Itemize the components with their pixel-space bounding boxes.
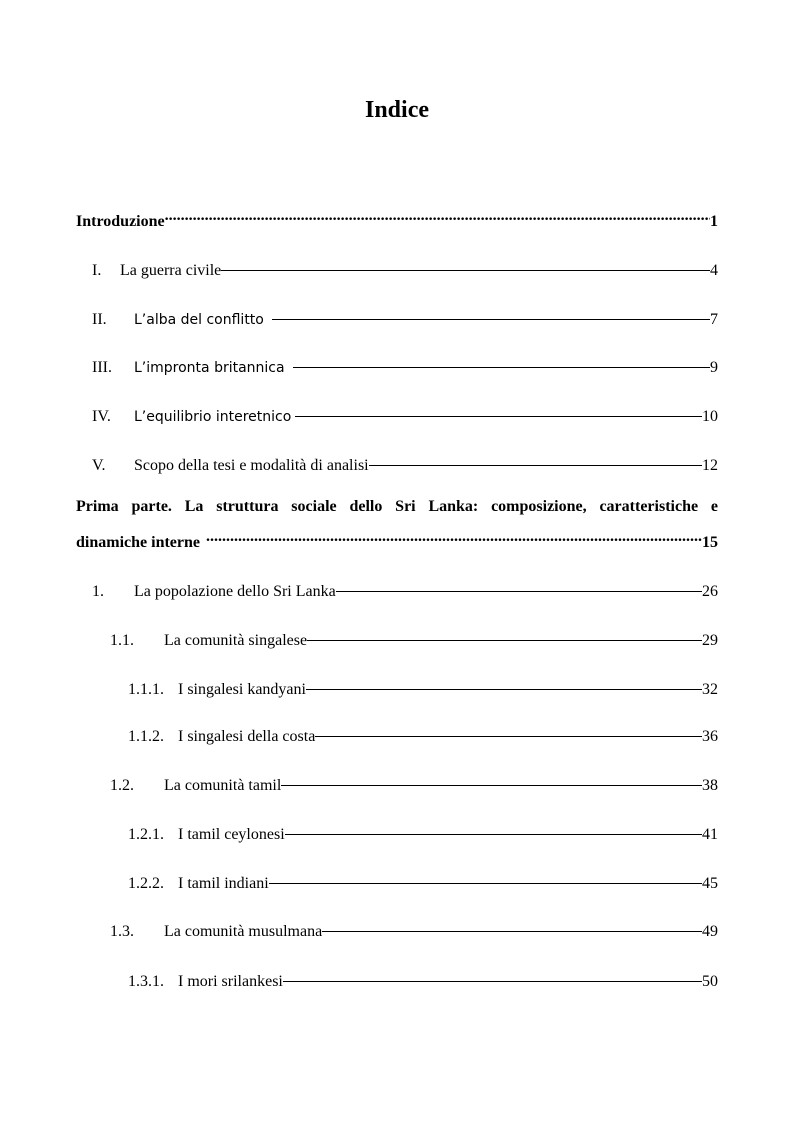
part-title-word: Lanka: — [428, 498, 479, 515]
toc-entry-label: La comunità tamil — [164, 777, 282, 794]
page-title: Indice — [364, 97, 429, 123]
toc-entry-page: 29 — [702, 632, 718, 649]
part-title-word: La — [184, 498, 204, 515]
line-leader — [281, 770, 702, 790]
toc-entry-number: 1.3. — [110, 923, 134, 940]
line-leader — [221, 255, 710, 275]
toc-entry-chapter-1-2-2[interactable] — [128, 868, 718, 894]
toc-entry-page: 15 — [702, 534, 718, 551]
toc-entry-label: La comunità singalese — [164, 632, 308, 649]
toc-entry-chapter-1-2-1[interactable] — [128, 819, 718, 845]
toc-entry-label: dinamiche interne — [76, 534, 200, 551]
toc-entry-introduction[interactable] — [76, 206, 718, 232]
line-leader — [272, 304, 710, 324]
line-leader — [269, 868, 702, 888]
toc-entry-number: II. — [92, 311, 107, 328]
part-title-word: sociale — [291, 498, 337, 515]
toc-entry-page: 9 — [710, 359, 718, 376]
toc-entry-page: 1 — [710, 213, 718, 230]
toc-entry-number: V. — [92, 457, 106, 474]
toc-entry-section-3[interactable] — [92, 352, 718, 378]
toc-entry-label: Introduzione — [76, 213, 165, 230]
toc-entry-label: La guerra civile — [120, 262, 222, 279]
toc-entry-page: 45 — [702, 875, 718, 892]
part-title-word: struttura — [216, 498, 279, 515]
toc-entry-number: IV. — [92, 408, 111, 425]
part-title-word: parte. — [131, 498, 172, 515]
part-title-word: e — [710, 498, 718, 515]
toc-entry-number: 1.2. — [110, 777, 134, 794]
line-leader — [285, 819, 702, 839]
line-leader — [295, 401, 702, 421]
toc-entry-number: I. — [92, 262, 102, 279]
line-leader — [283, 966, 702, 986]
part-title-word: composizione, — [491, 498, 587, 515]
toc-entry-chapter-1-1-2[interactable] — [128, 721, 718, 747]
toc-entry-chapter-1-2[interactable] — [110, 770, 718, 796]
toc-entry-number: 1.3.1. — [128, 973, 164, 990]
toc-entry-chapter-1-3[interactable] — [110, 916, 718, 942]
toc-entry-number: 1. — [92, 583, 104, 600]
toc-entry-number: 1.1.2. — [128, 728, 164, 745]
toc-entry-page: 36 — [702, 728, 718, 745]
toc-entry-chapter-1-1[interactable] — [110, 625, 718, 651]
part-title-line-2 — [76, 527, 718, 553]
toc-entry-number: 1.1.1. — [128, 681, 164, 698]
toc-entry-page: 12 — [702, 457, 718, 474]
part-title-line-1 — [76, 497, 718, 517]
toc-entry-page: 10 — [702, 408, 718, 425]
toc-entry-section-5[interactable] — [92, 450, 718, 476]
part-title-word: Sri — [395, 498, 416, 515]
toc-entry-number: 1.2.1. — [128, 826, 164, 843]
toc-entry-chapter-1-1-1[interactable] — [128, 674, 718, 700]
toc-entry-section-2[interactable] — [92, 304, 718, 330]
toc-entry-label: Scopo della tesi e modalità di analisi — [134, 457, 369, 474]
toc-entry-page: 41 — [702, 826, 718, 843]
part-title-word: Prima — [76, 498, 119, 515]
toc-entry-number: 1.1. — [110, 632, 134, 649]
toc-entry-label: L’alba del conflitto — [134, 312, 264, 328]
toc-entry-label: I tamil indiani — [178, 875, 269, 892]
toc-entry-page: 38 — [702, 777, 718, 794]
toc-entry-number: III. — [92, 359, 112, 376]
line-leader — [293, 352, 710, 372]
line-leader — [306, 674, 702, 694]
toc-entry-label: La comunità musulmana — [164, 923, 323, 940]
line-leader — [315, 721, 702, 741]
toc-entry-page: 7 — [710, 311, 718, 328]
part-title-word: caratteristiche — [599, 498, 699, 515]
toc-entry-label: I tamil ceylonesi — [178, 826, 285, 843]
toc-entry-chapter-1[interactable] — [92, 576, 718, 602]
toc-entry-page: 4 — [710, 262, 718, 279]
toc-entry-label: L’impronta britannica — [134, 360, 285, 376]
toc-entry-label: L’equilibrio interetnico — [134, 409, 292, 425]
toc-entry-page: 50 — [702, 973, 718, 990]
part-title-word: dello — [349, 498, 383, 515]
toc-entry-label: I singalesi della costa — [178, 728, 316, 745]
toc-entry-page: 49 — [702, 923, 718, 940]
line-leader — [336, 576, 702, 596]
line-leader — [369, 450, 702, 470]
toc-entry-part-one[interactable] — [76, 497, 718, 553]
toc-entry-label: I singalesi kandyani — [178, 681, 306, 698]
toc-entry-page: 32 — [702, 681, 718, 698]
toc-entry-number: 1.2.2. — [128, 875, 164, 892]
toc-entry-chapter-1-3-1[interactable] — [128, 966, 718, 992]
toc-entry-label: I mori srilankesi — [178, 973, 283, 990]
dot-leader — [206, 527, 702, 547]
toc-entry-page: 26 — [702, 583, 718, 600]
toc-entry-section-1[interactable] — [92, 255, 718, 281]
dot-leader — [165, 206, 710, 226]
line-leader — [307, 625, 702, 645]
toc-entry-label: La popolazione dello Sri Lanka — [134, 583, 336, 600]
toc-entry-section-4[interactable] — [92, 401, 718, 427]
line-leader — [322, 916, 702, 936]
